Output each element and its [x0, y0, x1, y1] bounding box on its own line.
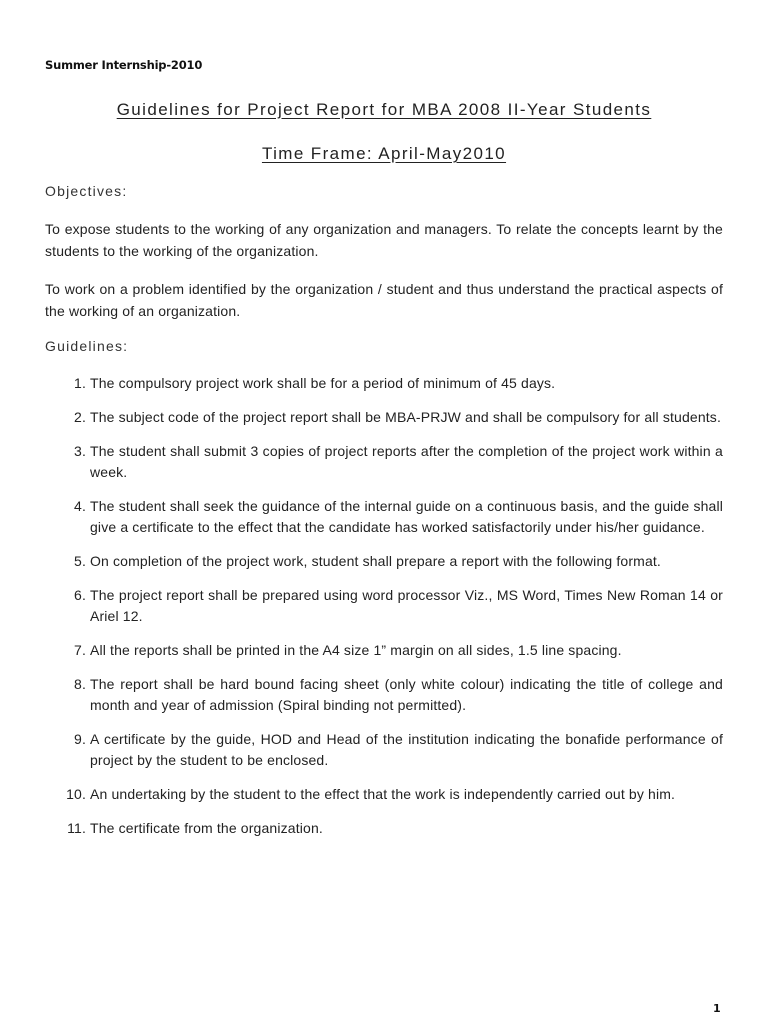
- document-subtitle: Time Frame: April-May2010: [261, 144, 507, 163]
- list-item-number: 11.: [67, 820, 86, 836]
- list-item-number: 10.: [66, 786, 86, 802]
- document-title: Guidelines for Project Report for MBA 2008 II-Year Students: [116, 100, 652, 119]
- list-item-text: The subject code of the project report shall be MBA-PRJW and shall be compulsory for all students.: [90, 409, 721, 425]
- objectives-heading: Objectives:: [45, 183, 128, 199]
- list-item: [45, 373, 723, 394]
- list-item: [45, 784, 723, 805]
- list-item: [45, 818, 723, 839]
- list-item-text: The project report shall be prepared using word processor Viz., MS Word, Times New Roman 14 or Ariel 12.: [90, 587, 723, 624]
- list-item: [45, 551, 723, 572]
- list-item: [45, 674, 723, 716]
- list-item-number: 9.: [74, 731, 86, 747]
- page-number: 1: [713, 1002, 721, 1015]
- guidelines-heading: Guidelines:: [45, 338, 129, 354]
- list-item-text: The certificate from the organization.: [90, 820, 323, 836]
- list-item: [45, 407, 723, 428]
- list-item-text: All the reports shall be printed in the A4 size 1” margin on all sides, 1.5 line spacing.: [90, 642, 622, 658]
- list-item-number: 3.: [74, 443, 86, 459]
- header-note: Summer Internship-2010: [45, 58, 203, 72]
- list-item-text: The student shall seek the guidance of the internal guide on a continuous basis, and the guide shall give a certificate to the effect that the candidate has worked satisfactorily under his/her guidance.: [90, 498, 723, 535]
- list-item: [45, 729, 723, 771]
- list-item: [45, 640, 723, 661]
- list-item-text: The report shall be hard bound facing sheet (only white colour) indicating the title of college and month and year of admission (Spiral binding not permitted).: [90, 676, 723, 713]
- list-item: [45, 585, 723, 627]
- list-item-number: 7.: [74, 642, 86, 658]
- guidelines-list: [45, 373, 723, 852]
- list-item-number: 6.: [74, 587, 86, 603]
- list-item-number: 8.: [74, 676, 86, 692]
- list-item-number: 4.: [74, 498, 86, 514]
- list-item-number: 1.: [74, 375, 86, 391]
- list-item: [45, 496, 723, 538]
- list-item-text: On completion of the project work, student shall prepare a report with the following format.: [90, 553, 661, 569]
- list-item-number: 2.: [74, 409, 86, 425]
- list-item: [45, 441, 723, 483]
- list-item-text: The student shall submit 3 copies of project reports after the completion of the project work within a week.: [90, 443, 723, 480]
- list-item-text: A certificate by the guide, HOD and Head of the institution indicating the bonafide performance of project by the student to be enclosed.: [90, 731, 723, 768]
- list-item-number: 5.: [74, 553, 86, 569]
- list-item-text: An undertaking by the student to the effect that the work is independently carried out by him.: [90, 786, 676, 802]
- objective-paragraph-1: To expose students to the working of any organization and managers. To relate the concepts learnt by the students to the working of the organization.: [45, 221, 723, 259]
- list-item-text: The compulsory project work shall be for a period of minimum of 45 days.: [90, 375, 556, 391]
- objective-paragraph-2: To work on a problem identified by the organization / student and thus understand the practical aspects of the working of an organization.: [45, 281, 723, 319]
